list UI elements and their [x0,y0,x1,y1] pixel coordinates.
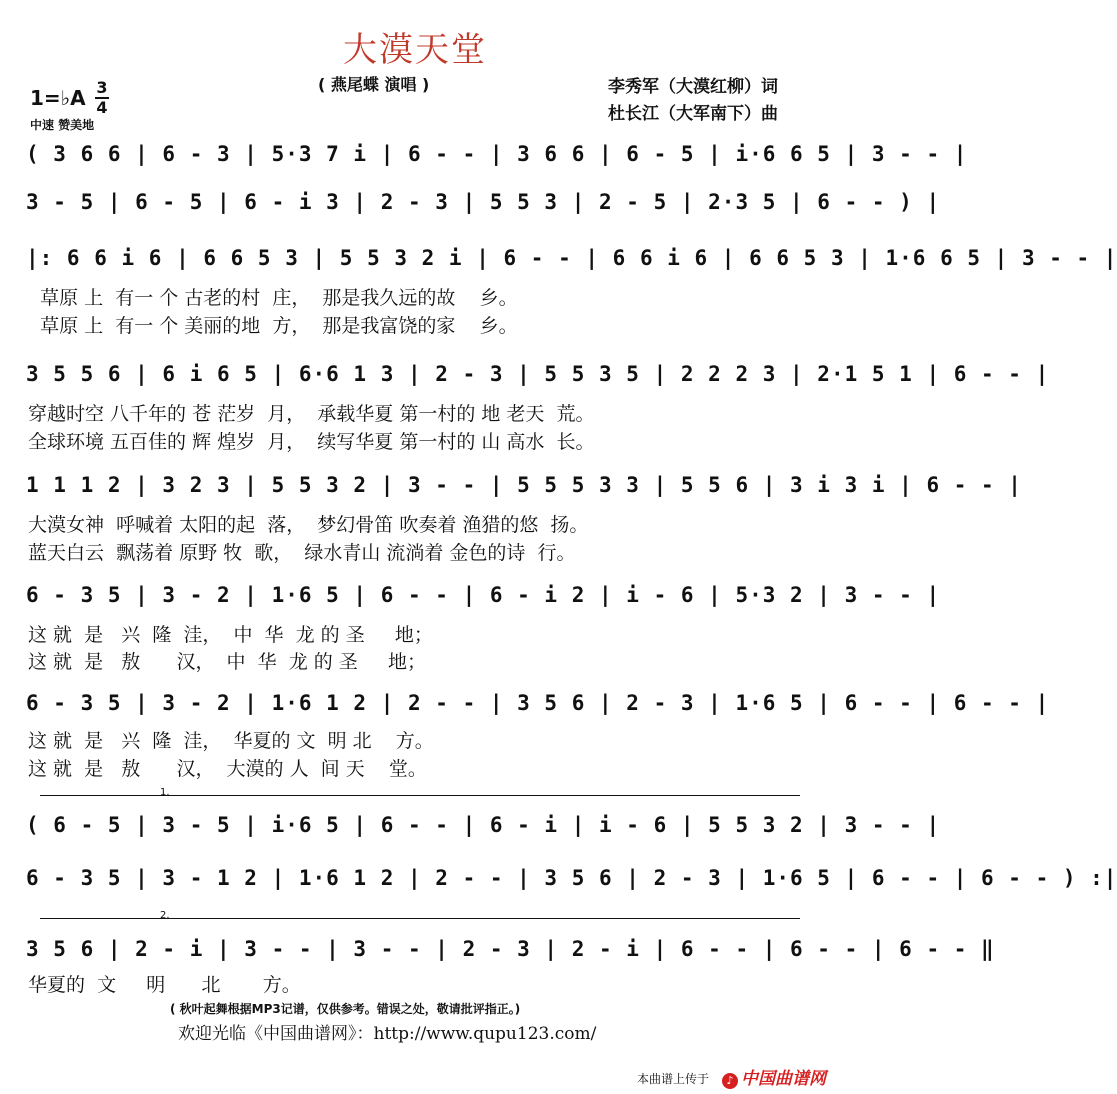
score-row-9: 6 - 3 5 | 3 - 1 2 | 1·6 1 2 | 2 - - | 3 5 6 | 2 - 3 | 1·6 5 | 6 - - | 6 - - ) :| [26,866,1117,890]
upload-label: 本曲谱上传于 [637,1072,710,1086]
singer-credit: ( 燕尾蝶 演唱 ) [318,75,430,94]
score-row-1: ( 3 6 6 | 6 - 3 | 5·3 7 i | 6 - - | 3 6 6 | 6 - 5 | i·6 6 5 | 3 - - | [26,142,968,166]
score-row-4: 3 5 5 6 | 6 i 6 5 | 6·6 1 3 | 2 - 3 | 5 5 3 5 | 2 2 2 3 | 2·1 5 1 | 6 - - | [26,362,1050,386]
lyricist-credit: 李秀军（大漠红柳）词 [608,77,778,97]
volta-bracket-2 [40,910,800,933]
volta-label-1: 1. [160,787,170,798]
score-row-7: 6 - 3 5 | 3 - 2 | 1·6 1 2 | 2 - - | 3 5 6 | 2 - 3 | 1·6 5 | 6 - - | 6 - - | [26,691,1050,715]
lyric-row-4-verse-2: 全球环境 五百佳的 辉 煌岁 月， 续写华夏 第一村的 山 高水 长。 [28,431,595,453]
time-top: 3 [96,78,108,97]
score-row-3: |: 6 6 i 6 | 6 6 5 3 | 5 5 3 2 i | 6 - - | 6 6 i 6 | 6 6 5 3 | 1·6 6 5 | 3 - - | [26,246,1117,270]
score-row-5: 1 1 1 2 | 3 2 3 | 5 5 3 2 | 3 - - | 5 5 5 3 3 | 5 5 6 | 3 i 3 i | 6 - - | [26,473,1022,497]
time-bottom: 4 [96,98,108,117]
time-signature [95,80,109,116]
site-brand[interactable] [722,1064,826,1089]
transcription-note: ( 秋叶起舞根据MP3记谱，仅供参考。错误之处，敬请批评指正。) [170,1002,521,1016]
lyric-row-6-verse-2: 这 就 是 敖 汉， 中 华 龙 的 圣 地； [28,651,426,673]
volta-bracket-1 [40,787,800,810]
lyric-row-5-verse-2: 蓝天白云 飘荡着 原野 牧 歌， 绿水青山 流淌着 金色的诗 行。 [28,542,576,564]
lyric-row-7-verse-1: 这 就 是 兴 隆 洼， 华夏的 文 明 北 方。 [28,730,434,752]
page-title: 大漠天堂 [343,30,487,70]
music-note-icon: ♪ [722,1073,738,1089]
tempo-marking: 中速 赞美地 [30,118,95,132]
volta-label-2: 2. [160,910,170,921]
welcome-link[interactable]: 欢迎光临《中国曲谱网》：http://www.qupu123.com/ [178,1024,597,1044]
score-row-10: 3 5 6 | 2 - i | 3 - - | 3 - - | 2 - 3 | 2 - i | 6 - - | 6 - - | 6 - - ‖ [26,937,995,961]
lyric-row-5-verse-1: 大漠女神 呼喊着 太阳的起 落， 梦幻骨笛 吹奏着 渔猎的悠 扬。 [28,514,589,536]
composer-credit: 杜长江（大军南下）曲 [608,104,778,124]
score-row-2: 3 - 5 | 6 - 5 | 6 - i 3 | 2 - 3 | 5 5 3 | 2 - 5 | 2·3 5 | 6 - - ) | [26,190,941,214]
lyric-row-6-verse-1: 这 就 是 兴 隆 洼， 中 华 龙 的 圣 地； [28,624,433,646]
lyric-row-3-verse-1: 草原 上 有一 个 古老的村 庄， 那是我久远的故 乡。 [28,287,518,309]
lyric-row-3-verse-2: 草原 上 有一 个 美丽的地 方， 那是我富饶的家 乡。 [28,315,518,337]
score-row-6: 6 - 3 5 | 3 - 2 | 1·6 5 | 6 - - | 6 - i 2 | i - 6 | 5·3 2 | 3 - - | [26,583,941,607]
lyric-row-4-verse-1: 穿越时空 八千年的 苍 茫岁 月， 承载华夏 第一村的 地 老天 荒。 [28,403,595,425]
lyric-row-7-verse-2: 这 就 是 敖 汉， 大漠的 人 间 天 堂。 [28,758,427,780]
key-signature: 1=♭A [30,86,86,110]
brand-text: 中国曲谱网 [741,1069,826,1089]
lyric-row-10: 华夏的 文 明 北 方。 [28,974,301,996]
score-row-8: ( 6 - 5 | 3 - 5 | i·6 5 | 6 - - | 6 - i | i - 6 | 5 5 3 2 | 3 - - | [26,813,941,837]
